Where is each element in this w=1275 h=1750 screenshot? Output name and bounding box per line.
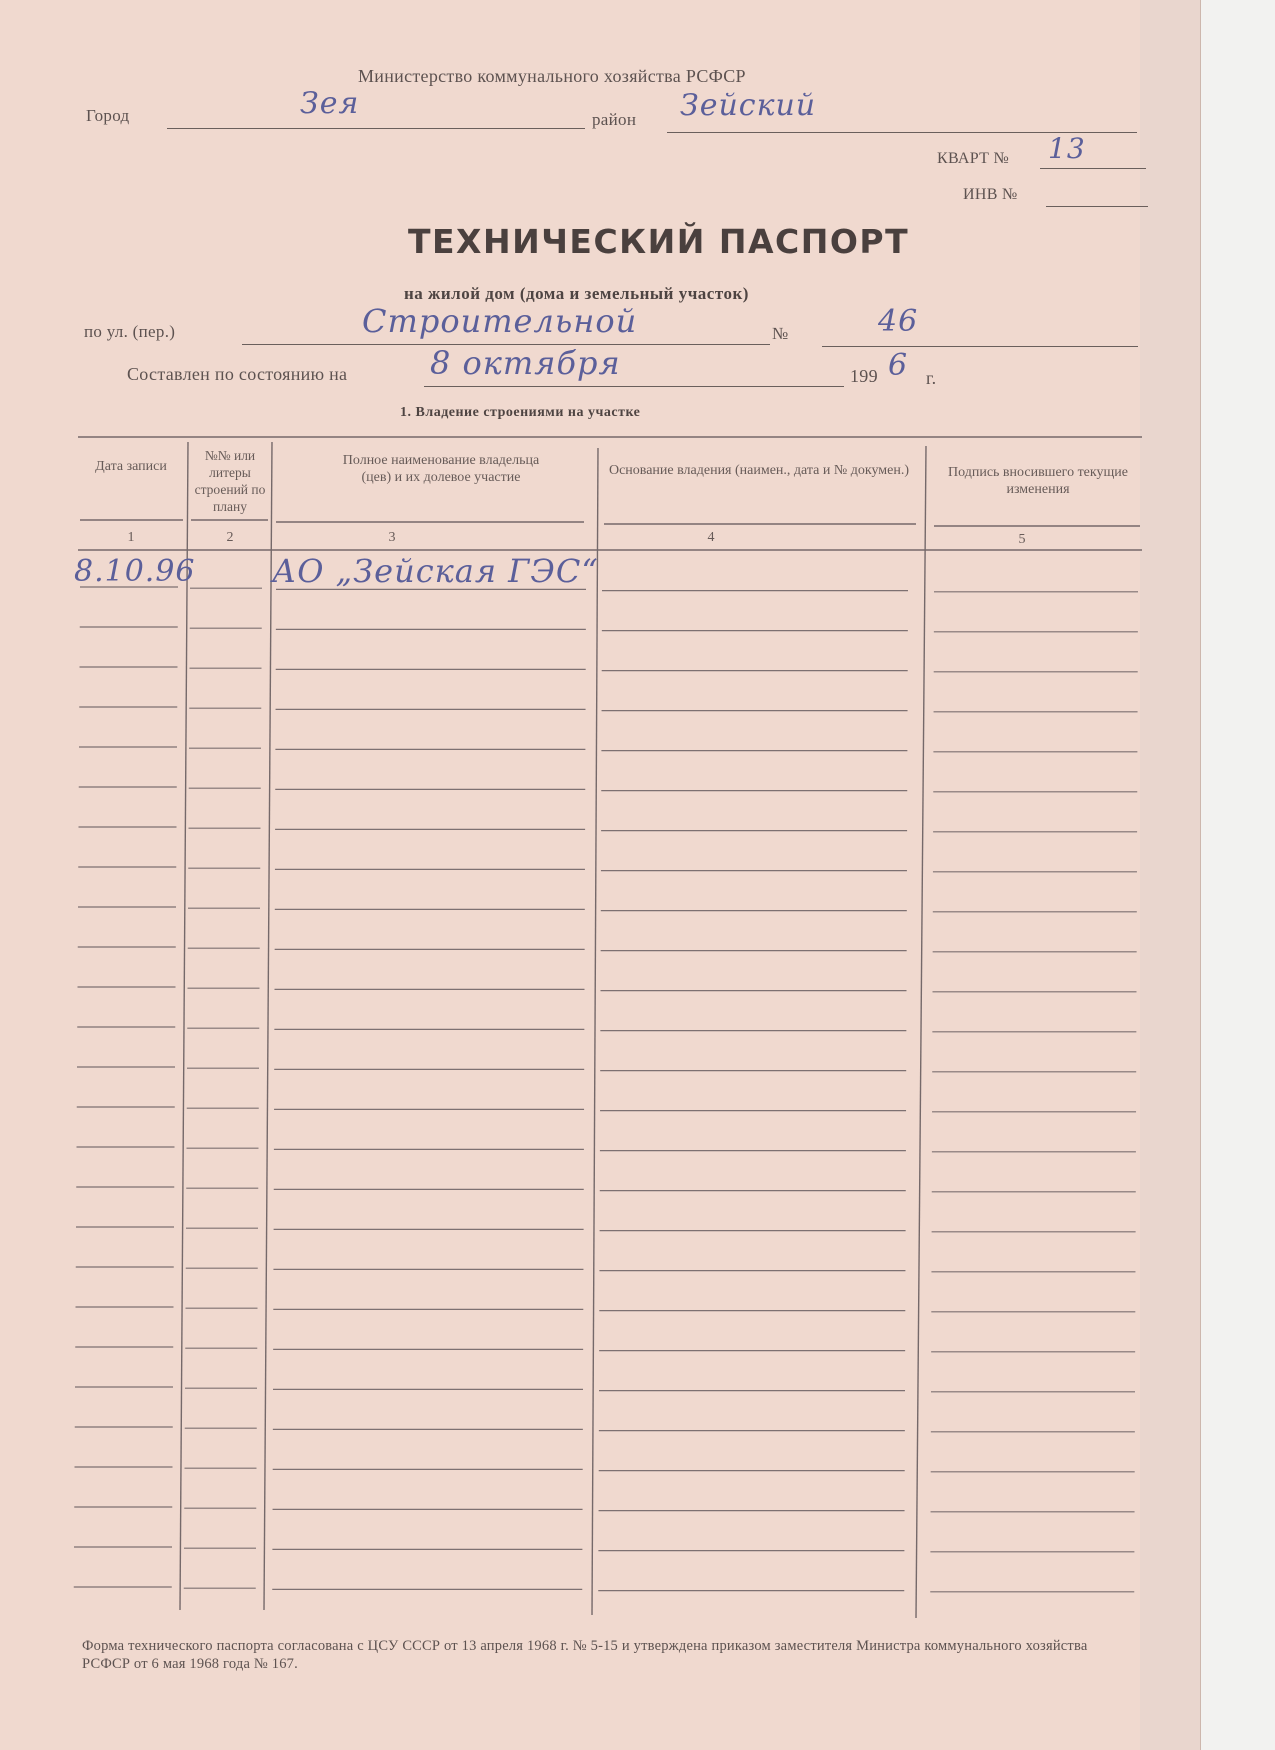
- column-number-1: 1: [127, 530, 135, 545]
- kvart-label: КВАРТ №: [937, 150, 1010, 167]
- column-number-3: 3: [388, 530, 396, 545]
- state-year-digit: 6: [888, 348, 909, 383]
- entry-date: 8.10.96: [74, 554, 196, 589]
- section-title: 1. Владение строениями на участке: [400, 405, 641, 420]
- column-number-2: 2: [226, 530, 234, 545]
- district-label: район: [592, 110, 637, 129]
- kvart-value: 13: [1048, 132, 1086, 165]
- street-value: Строительной: [362, 302, 638, 340]
- house-number-label: №: [772, 324, 789, 343]
- column-header-signature: Подпись вносившего текущие изменения: [948, 465, 1128, 497]
- table-row-lines: [74, 587, 1138, 1592]
- city-value: Зея: [300, 86, 360, 121]
- inv-label: ИНВ №: [963, 186, 1018, 203]
- state-label: Составлен по состоянию на: [127, 364, 348, 384]
- house-number-value: 46: [878, 304, 919, 339]
- column-number-4: 4: [707, 530, 715, 545]
- column-header-date: Дата записи: [95, 459, 167, 474]
- state-year-prefix: 199: [850, 366, 878, 386]
- district-value: Зейский: [680, 88, 817, 123]
- column-header-building-letters: №№ или литеры строений по плану: [194, 448, 266, 514]
- entry-owner: АО „Зейская ГЭС“: [272, 552, 599, 590]
- state-date-value: 8 октября: [430, 344, 621, 382]
- column-number-5: 5: [1018, 532, 1026, 547]
- state-year-suffix: г.: [926, 368, 937, 388]
- column-header-ownership-basis: Основание владения (наимен., дата и № докумен.): [608, 463, 910, 478]
- column-header-owner: Полное наименование владельца (цев) и их долевое участие: [342, 453, 540, 485]
- city-label: Город: [86, 106, 130, 125]
- document-title: ТЕХНИЧЕСКИЙ ПАСПОРТ: [408, 222, 910, 261]
- ministry-name: Министерство коммунального хозяйства РСФСР: [358, 66, 746, 86]
- form-approval-note: Форма технического паспорта согласована с ЦСУ СССР от 13 апреля 1968 г. № 5-15 и утверждена приказом заместителя Министра коммунального хозяйства РСФСР от 6 мая 1968 года № 167.: [82, 1638, 1088, 1672]
- document-subtitle: на жилой дом (дома и земельный участок): [404, 284, 749, 303]
- street-label: по ул. (пер.): [84, 322, 176, 341]
